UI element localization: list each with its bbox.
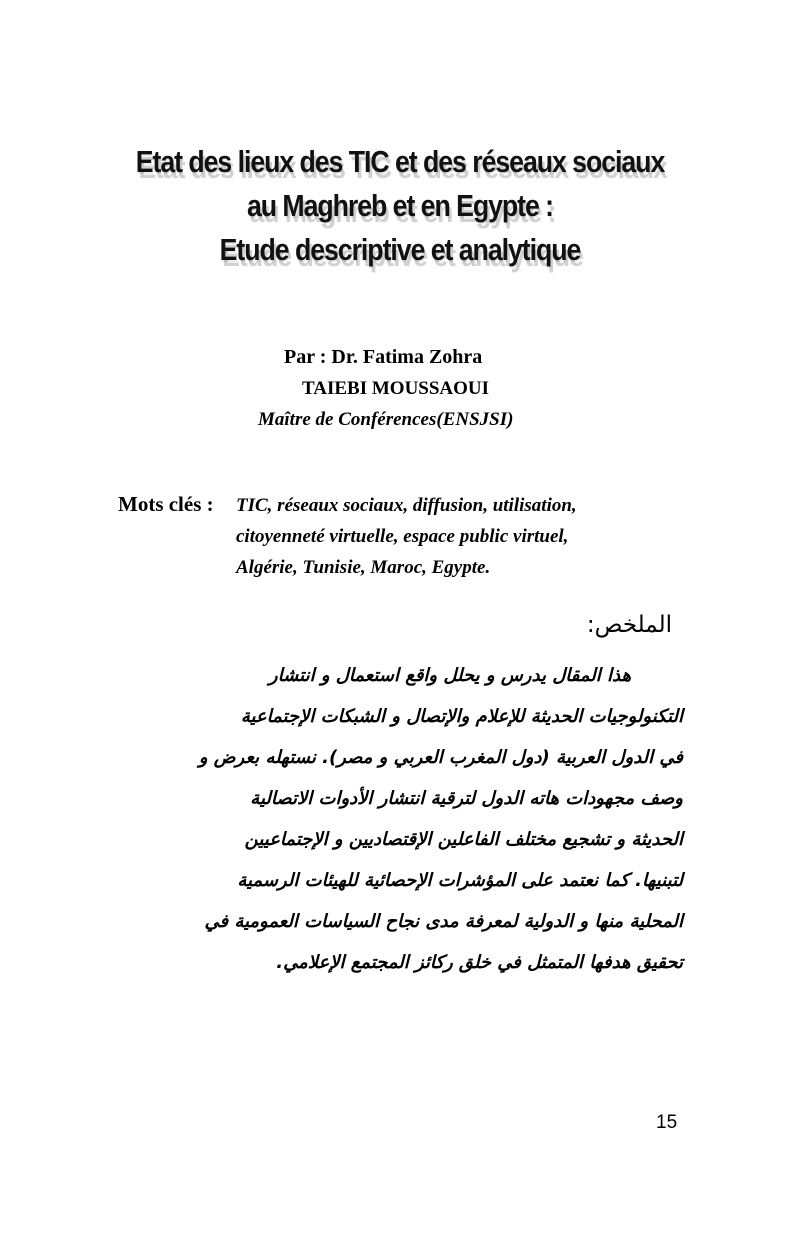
- abstract-line: التكنولوجيات الحديثة للإعلام والإتصال و الشبكات الإجتماعية: [240, 706, 683, 727]
- abstract-line: الحديثة و تشجيع مختلف الفاعلين الإقتصاديين و الإجتماعيين: [244, 829, 683, 850]
- abstract-line: وصف مجهودات هاته الدول لترقية انتشار الأدوات الاتصالية: [250, 788, 683, 809]
- abstract-line: المحلية منها و الدولية لمعرفة مدى نجاح السياسات العمومية في: [204, 911, 683, 932]
- abstract-line: في الدول العربية (دول المغرب العربي و مصر). نستهله بعرض و: [198, 747, 683, 768]
- abstract-line: لتبنيها. كما نعتمد على المؤشرات الإحصائية للهيئات الرسمية: [237, 870, 683, 891]
- abstract-body: [118, 655, 683, 983]
- title-line-3: Etude descriptive et analytique: [219, 232, 581, 267]
- keywords-label: Mots clés :: [118, 492, 214, 516]
- keywords-line: citoyenneté virtuelle, espace public virtuel,: [236, 526, 569, 547]
- title-line-1: Etat des lieux des TIC et des réseaux sociaux: [135, 144, 665, 179]
- title-line-2: au Maghreb et en Egypte :: [246, 188, 554, 223]
- author-surname-line: TAIEBI MOUSSAOUI: [302, 378, 490, 399]
- abstract-heading: الملخص:: [586, 612, 672, 638]
- keywords-line: Algérie, Tunisie, Maroc, Egypte.: [236, 557, 491, 578]
- author-name-line: Par : Dr. Fatima Zohra: [284, 346, 483, 368]
- abstract-line: هذا المقال يدرس و يحلل واقع استعمال و انتشار: [268, 665, 631, 686]
- abstract-line: تحقيق هدفها المتمثل في خلق ركائز المجتمع الإعلامي.: [276, 952, 683, 973]
- article-title: [80, 140, 720, 272]
- keywords-line: TIC, réseaux sociaux, diffusion, utilisation,: [236, 495, 577, 516]
- page-number: 15: [656, 1112, 678, 1133]
- author-affiliation: Maître de Conférences(ENSJSI): [258, 409, 514, 430]
